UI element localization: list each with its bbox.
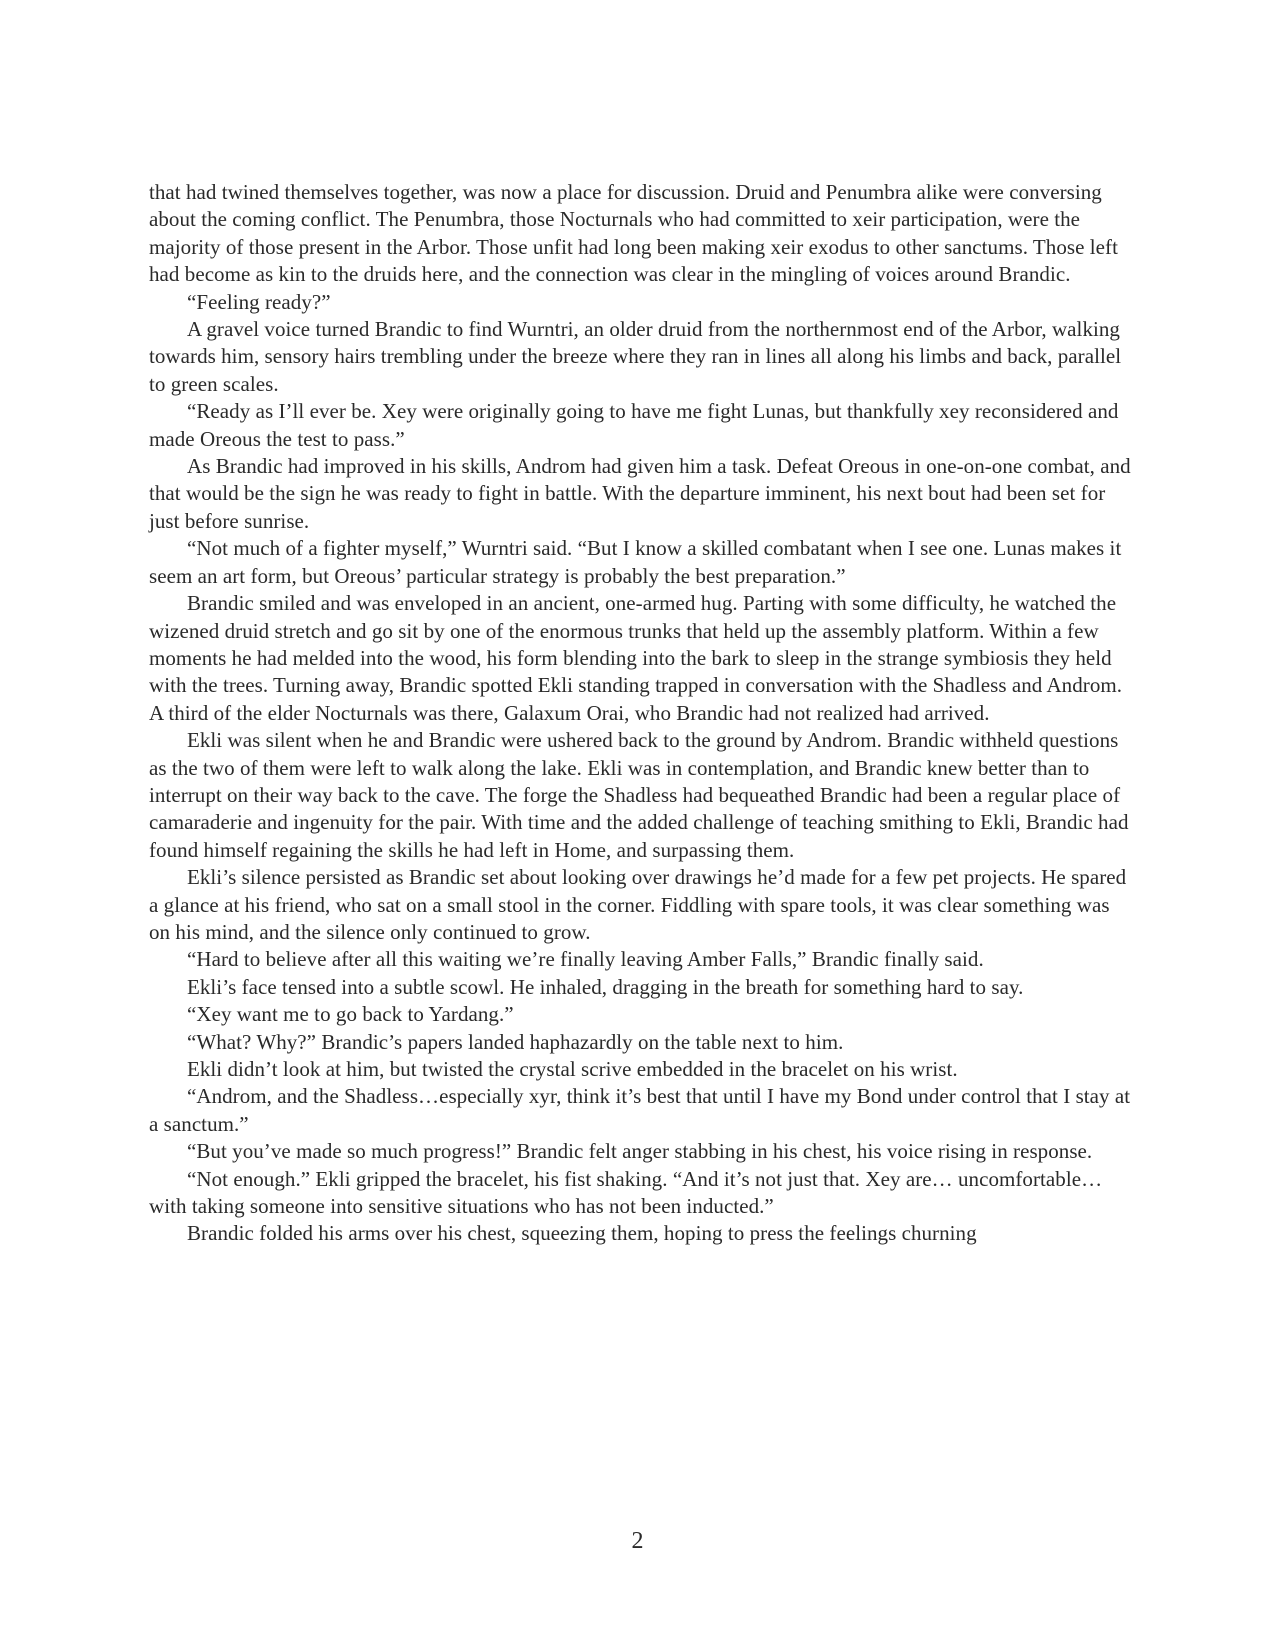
- paragraph: A gravel voice turned Brandic to find Wurntri, an older druid from the northernmost end of the Arbor, walking towards him, sensory hairs trembling under the breeze where they ran in lines all along his limbs and back, parallel to green scales.: [149, 317, 1122, 396]
- paragraph: “Not enough.” Ekli gripped the bracelet, his fist shaking. “And it’s not just that. Xey are… uncomfortable…with taking someone into sensitive situations who has not been inducted.”: [149, 1166, 1103, 1219]
- paragraph: Ekli was silent when he and Brandic were ushered back to the ground by Androm. Brandic withheld questions as the two of them were left to walk along the lake. Ekli was in contemplation, and Brandic knew better than to interrupt on their way back to the cave. The forge the Shadless had bequeathed Brandic had been a regular place of camaraderie and ingenuity for the pair. With time and the added challenge of teaching smithing to Ekli, Brandic had found himself regaining the skills he had left in Home, and surpassing them.: [149, 728, 1129, 862]
- paragraph: As Brandic had improved in his skills, Androm had given him a task. Defeat Oreous in one-on-one combat, and that would be the sign he was ready to fight in battle. With the departure imminent, his next bout had been set for just before sunrise.: [149, 454, 1131, 533]
- paragraph: “Androm, and the Shadless…especially xyr, think it’s best that until I have my Bond under control that I stay at a sanctum.”: [149, 1084, 1131, 1136]
- paragraph: “Not much of a fighter myself,” Wurntri said. “But I know a skilled combatant when I see one. Lunas makes it seem an art form, but Oreous’ particular strategy is probably the best preparation.”: [149, 536, 1122, 588]
- page-number: 2: [631, 1528, 644, 1554]
- paragraph: Ekli’s face tensed into a subtle scowl. He inhaled, dragging in the breath for something hard to say.: [187, 974, 1024, 999]
- paragraph: “Feeling ready?”: [187, 289, 331, 314]
- paragraph: “What? Why?” Brandic’s papers landed haphazardly on the table next to him.: [187, 1029, 844, 1054]
- paragraph: “Xey want me to go back to Yardang.”: [187, 1002, 514, 1027]
- paragraph: Ekli’s silence persisted as Brandic set about looking over drawings he’d made for a few pet projects. He spared a glance at his friend, who sat on a small stool in the corner. Fiddling with spare tools, it was clear something was on his mind, and the silence only continued to grow.: [149, 865, 1127, 944]
- paragraph: Brandic folded his arms over his chest, squeezing them, hoping to press the feelings churning: [187, 1221, 977, 1246]
- paragraph: “But you’ve made so much progress!” Brandic felt anger stabbing in his chest, his voice rising in response.: [187, 1139, 1093, 1164]
- paragraph-continuation: that had twined themselves together, was now a place for discussion. Druid and Penumbra alike were conversing about the coming conflict. The Penumbra, those Nocturnals who had committed to xeir participation, were the majority of those present in the Arbor. Those unfit had long been making xeir exodus to other sanctums. Those left had become as kin to the druids here, and the connection was clear in the mingling of voices around Brandic.: [149, 180, 1118, 287]
- paragraph: Brandic smiled and was enveloped in an ancient, one-armed hug. Parting with some difficulty, he watched the wizened druid stretch and go sit by one of the enormous trunks that held up the assembly platform. Within a few moments he had melded into the wood, his form blending into the bark to sleep in the strange symbiosis they held with the trees. Turning away, Brandic spotted Ekli standing trapped in conversation with the Shadless and Androm. A third of the elder Nocturnals was there, Galaxum Orai, who Brandic had not realized had arrived.: [149, 591, 1123, 725]
- paragraph: Ekli didn’t look at him, but twisted the crystal scrive embedded in the bracelet on his wrist.: [187, 1057, 958, 1081]
- paragraph: “Ready as I’ll ever be. Xey were originally going to have me fight Lunas, but thankfully xey reconsidered and made Oreous the test to pass.”: [149, 399, 1119, 451]
- paragraph: “Hard to believe after all this waiting we’re finally leaving Amber Falls,” Brandic finally said.: [187, 947, 984, 972]
- body-text: [149, 179, 1131, 1248]
